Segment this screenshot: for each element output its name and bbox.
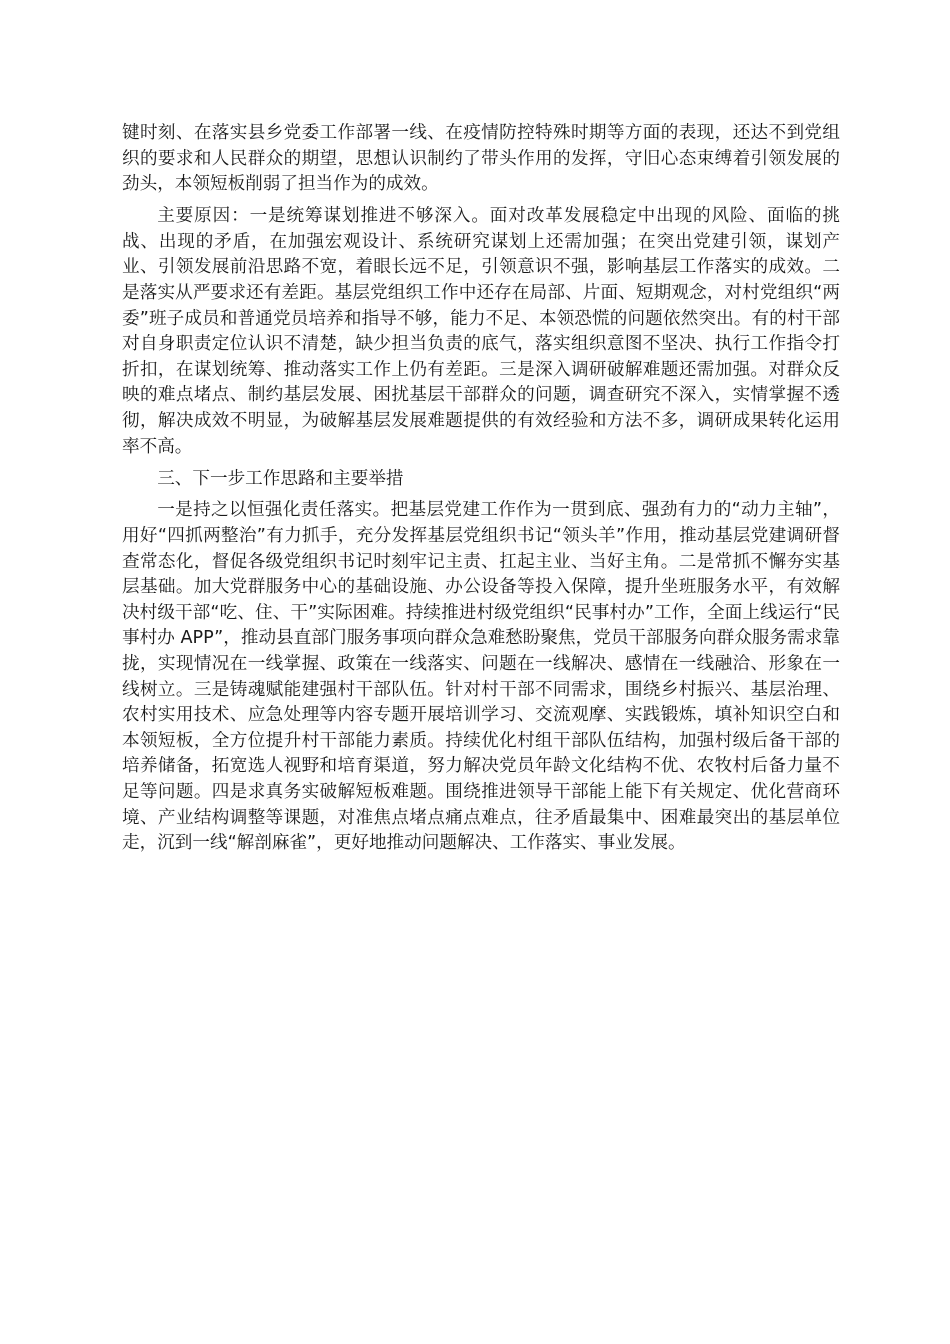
document-body	[122, 121, 840, 863]
paragraph-main-causes: 主要原因：一是统筹谋划推进不够深入。面对改革发展稳定中出现的风险、面临的挑战、出现的矛盾，在加强宏观设计、系统研究谋划上还需加强；在突出党建引领，谋划产业、引领发展前沿思路不宽，着眼长远不足，引领意识不强，影响基层工作落实的成效。二是落实从严要求还有差距。基层党组织工作中还存在局部、片面、短期观念，对村党组织“两委”班子成员和普通党员培养和指导不够，能力不足、本领恐慌的问题依然突出。有的村干部对自身职责定位认识不清楚，缺少担当负责的底气，落实组织意图不坚决、执行工作指令打折扣，在谋划统筹、推动落实工作上仍有差距。三是深入调研破解难题还需加强。对群众反映的难点堵点、制约基层发展、困扰基层干部群众的问题，调查研究不深入，实情掌握不透彻，解决成效不明显，为破解基层发展难题提供的有效经验和方法不多，调研成果转化运用率不高。	[122, 206, 840, 457]
paragraph-measures: 一是持之以恒强化责任落实。把基层党建工作作为一贯到底、强劲有力的“动力主轴”，用好“四抓两整治”有力抓手，充分发挥基层党组织书记“领头羊”作用，推动基层党建调研督查常态化，督促各级党组织书记时刻牢记主责、扛起主业、当好主角。二是常抓不懈夯实基层基础。加大党群服务中心的基础设施、办公设备等投入保障，提升坐班服务水平，有效解决村级干部“吃、住、干”实际困难。持续推进村级党组织“民事村办”工作，全面上线运行“民事村办 APP”，推动县直部门服务事项向群众急难愁盼聚焦，党员干部服务向群众服务需求靠拢，实现情况在一线掌握、政策在一线落实、问题在一线解决、感情在一线融洽、形象在一线树立。三是铸魂赋能建强村干部队伍。针对村干部不同需求，围绕乡村振兴、基层治理、农村实用技术、应急处理等内容专题开展培训学习、交流观摩、实践锻炼，填补知识空白和本领短板，全方位提升村干部能力素质。持续优化村组干部队伍结构，加强村级后备干部的培养储备，拓宽选人视野和培育渠道，努力解决党员年龄文化结构不优、农牧村后备力量不足等问题。四是求真务实破解短板难题。围绕推进领导干部能上能下有关规定、优化营商环境、产业结构调整等课题，对准焦点堵点痛点难点，往矛盾最集中、困难最突出的基层单位走，沉到一线“解剖麻雀”，更好地推动问题解决、工作落实、事业发展。	[122, 500, 840, 854]
section-heading-next-steps: 三、下一步工作思路和主要举措	[157, 468, 404, 489]
paragraph-continuation: 键时刻、在落实县乡党委工作部署一线、在疫情防控特殊时期等方面的表现，还达不到党组织的要求和人民群众的期望，思想认识制约了带头作用的发挥，守旧心态束缚着引领发展的劲头，本领短板削弱了担当作为的成效。	[122, 123, 840, 195]
